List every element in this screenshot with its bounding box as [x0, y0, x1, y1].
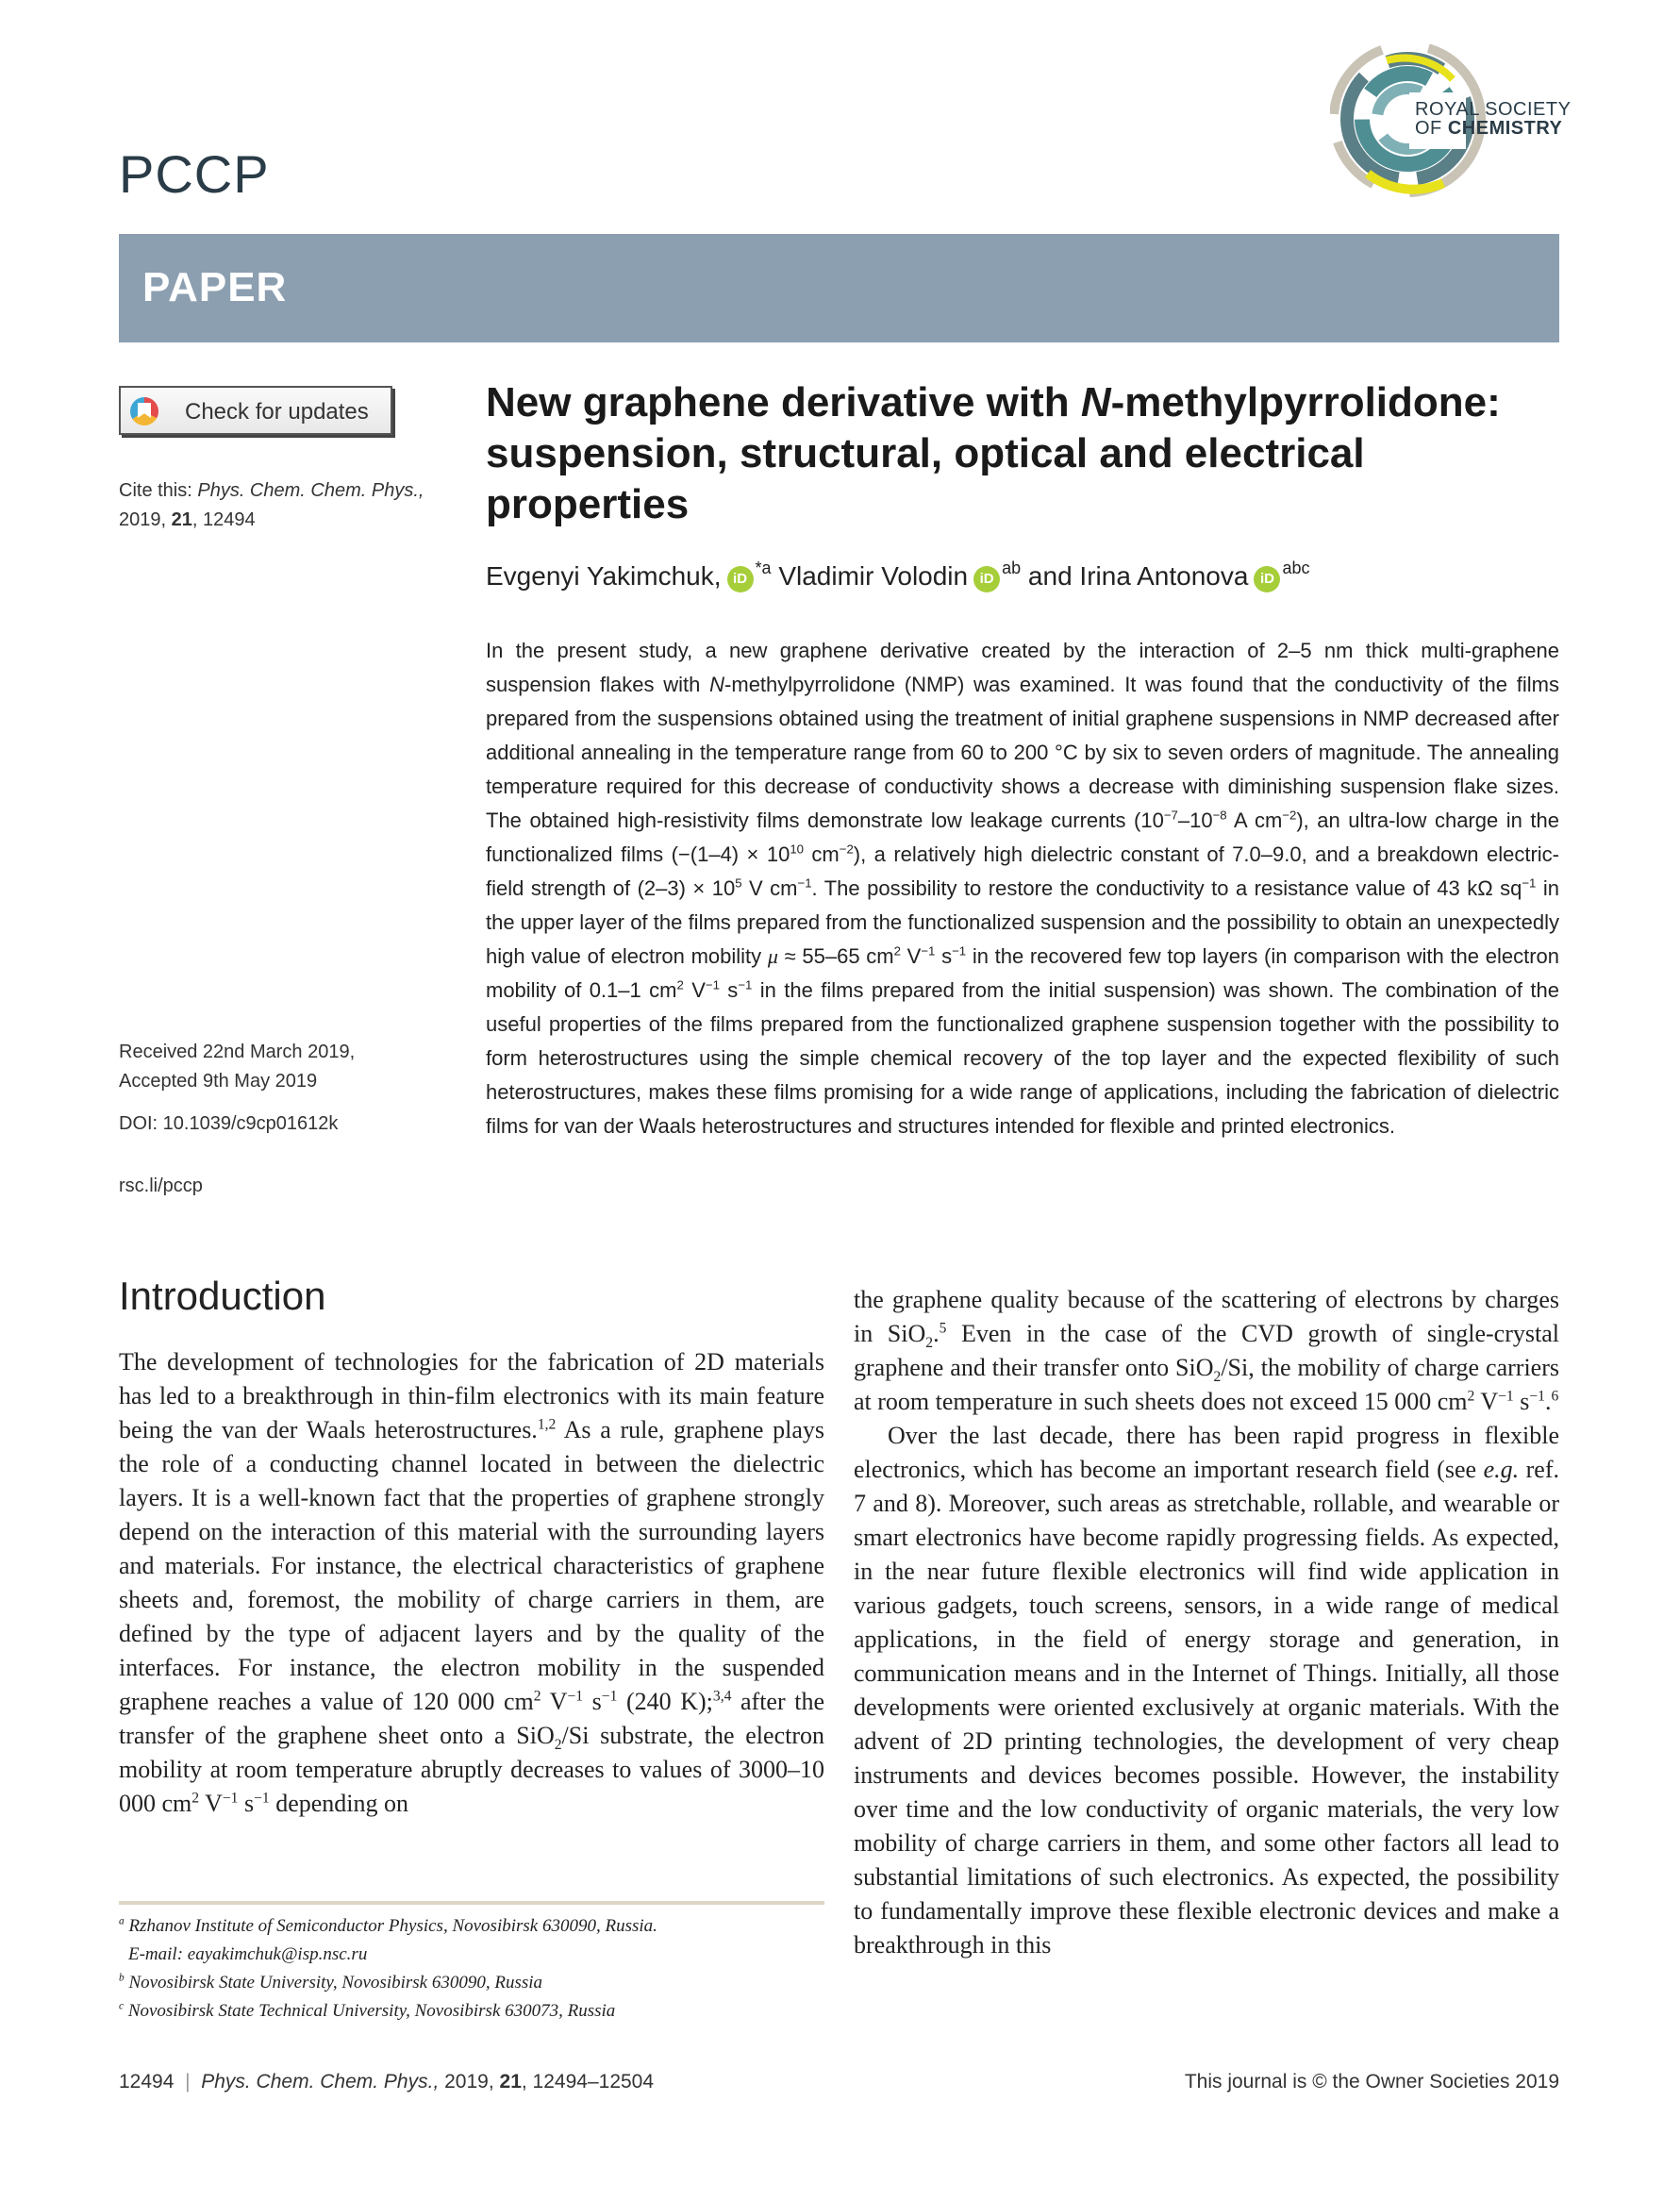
author-affiliation-marker: abc — [1282, 559, 1310, 577]
section-heading-introduction: Introduction — [119, 1274, 326, 1318]
publisher-line-1: ROYAL SOCIETY — [1415, 99, 1572, 120]
journal-name: PCCP — [119, 144, 270, 204]
orcid-icon[interactable]: iD — [727, 566, 754, 592]
author-affiliation-marker: *a — [755, 559, 772, 577]
cite-volume: 21 — [171, 509, 192, 530]
author-affiliation-marker: ab — [1002, 559, 1022, 577]
doi[interactable]: DOI: 10.1039/c9cp01612k — [119, 1113, 339, 1134]
page-footer-right: This journal is © the Owner Societies 2019 — [1184, 2071, 1559, 2093]
footnote-email[interactable]: E-mail: eayakimchuk@isp.nsc.ru — [128, 1944, 368, 1964]
body-column-right — [854, 1283, 1559, 1962]
received-dates — [119, 1038, 355, 1096]
article-type-banner — [119, 234, 1559, 342]
publisher-line-2-bold: CHEMISTRY — [1447, 118, 1563, 139]
reference-link[interactable]: 5 — [939, 1320, 947, 1337]
footnote-item: $^a$ Rzhanov Institute of Semiconductor Physics, Novosibirsk 630090, Russia. — [119, 1915, 657, 1936]
affiliation-footnotes — [119, 1912, 836, 2026]
publisher-name — [1415, 100, 1571, 138]
page-number: 12494 — [119, 2071, 175, 2093]
abstract: In the present study, a new graphene derivative created by the interaction of 2–5 nm thick multi-graphene suspension flakes with N-methylpyrrolidone (NMP) was examined. It was found that the conductivity of the films prepared from the suspensions obtained using the treatment of initial graphene suspensions in NMP decreased after additional annealing in the temperature range from 60 to 200 °C by six to seven orders of magnitude. The annealing temperature required for this decrease of conductivity shows a decrease with diminishing suspension flake sizes. The obtained high-resistivity films demonstrate low leakage currents ($10^{-7}-10^{-8}$ A $cm^{-2}$), an ultra-low charge in the functionalized films ($-(1-4) \times 10^{10}$ $cm^{-2}$), a relatively high dielectric constant of 7.0–9.0, and a breakdown electric-field strength of $(2-3) \times 10^5$ V $cm^{-1}$. The possibility to restore the conductivity to a resistance value of 43 kΩ $sq^{-1}$ in the upper layer of the films prepared from the functionalized suspension and the possibility to obtain an unexpectedly high value of electron mobility μ ≈ 55–65 $cm^2$ $V^{-1}$ $s^{-1}$ in the recovered few top layers (in comparison with the electron mobility of 0.1–1 $cm^2$ $V^{-1}$ $s^{-1}$ in the films prepared from the initial suspension) was shown. The combination of the useful properties of the films prepared from the functionalized graphene suspension together with the possibility to form heterostructures using the simple chemical recovery of the top layer and the expected flexibility of such heterostructures, makes these films promising for a wide range of applications, including the fabrication of dielectric films for van der Waals heterostructures and structures intended for flexible and printed electronics. — [486, 639, 1559, 1138]
article-type-label: PAPER — [142, 264, 288, 310]
body-paragraph: Over the last decade, there has been rapid progress in flexible electronics, which has become an important research field (see e.g. ref. 7 and 8). Moreover, such areas as stretchable, rollable, and wearable or smart electronics have become rapidly progressing fields. As expected, in the near future flexible electronics will find wide application in various gadgets, touch screens, sensors, in a wide range of medical applications, in the field of energy storage and generation, in communication means and in the Internet of Things. Initially, all those developments were oriented exclusively at organic materials. With the advent of 2D printing technologies, the development of very cheap instruments and devices becomes possible. However, the instability over time and the low conductivity of organic materials, the very low mobility of charge carriers in them, and some other factors all lead to substantial limitations of such electronics. As expected, the possibility to fundamentally improve these flexible electronic devices and make a breakthrough in this — [854, 1422, 1559, 1959]
footnote-divider — [119, 1901, 824, 1905]
footnote-item: $^c$ Novosibirsk State Technical University, Novosibirsk 630073, Russia — [119, 2000, 616, 2021]
reference-link[interactable]: 6 — [1551, 1388, 1559, 1405]
crossmark-icon — [130, 397, 158, 425]
orcid-icon[interactable]: iD — [1254, 566, 1280, 592]
footnote-item: $^b$ Novosibirsk State University, Novosibirsk 630090, Russia — [119, 1972, 543, 1993]
body-column-left — [119, 1276, 824, 1821]
received-date: Received 22nd March 2019, — [119, 1042, 356, 1062]
reference-link[interactable]: 3,4 — [712, 1688, 732, 1705]
author-name: Evgenyi Yakimchuk, — [486, 561, 722, 591]
author-list — [486, 559, 1309, 592]
body-paragraph: The development of technologies for the fabrication of 2D materials has led to a breakthrough in thin-film electronics with its main feature being the van der Waals heterostructures.$^{1,2}$ As a rule, graphene plays the role of a conducting channel located in between the dielectric layers. It is a well-known fact that the properties of graphene strongly depend on the interaction of this material with the surrounding layers and materials. For instance, the electrical characteristics of graphene sheets and, foremost, the mobility of charge carriers in them, are defined by the type of adjacent layers and by the quality of the interfaces. For instance, the electron mobility in the suspended graphene reaches a value of 120 000 $cm^2$ $V^{-1}$ $s^{-1}$ (240 K);$^{3,4}$ after the transfer of the graphene sheet onto a SiO$_2$/Si substrate, the electron mobility at room temperature abruptly decreases to values of 3000–10 000 $cm^2$ $V^{-1}$ $s^{-1}$ depending on — [119, 1348, 825, 1817]
orcid-icon[interactable]: iD — [973, 566, 1000, 592]
citation-info — [119, 476, 424, 535]
body-paragraph: the graphene quality because of the scattering of electrons by charges in SiO$_2$.$^5$ Even in the case of the CVD growth of single-crystal graphene and their transfer onto SiO$_2$/Si, the mobility of charge carriers at room temperature in such sheets does not exceed 15 000 $cm^2$ $V^{-1}$ $s^{-1}.^6$ — [854, 1286, 1559, 1415]
cite-journal: Phys. Chem. Chem. Phys., — [197, 480, 424, 501]
cite-year: 2019, — [119, 509, 172, 530]
author-name: Vladimir Volodin — [778, 561, 969, 591]
page-footer-left: 12494 | Phys. Chem. Chem. Phys., 2019, 21, 12494–12504 — [119, 2071, 655, 2093]
cite-prefix: Cite this: — [119, 480, 198, 501]
author-name: and Irina Antonova — [1027, 561, 1249, 591]
accepted-date: Accepted 9th May 2019 — [119, 1071, 318, 1092]
journal-link[interactable]: rsc.li/pccp — [119, 1176, 203, 1196]
publisher-line-2-prefix: OF — [1415, 118, 1448, 139]
article-title: New graphene derivative with N-methylpyrrolidone: suspension, structural, optical and electrical properties — [486, 379, 1501, 527]
check-for-updates-label: Check for updates — [185, 399, 369, 425]
cite-page: , 12494 — [191, 509, 256, 530]
reference-link[interactable]: 1,2 — [537, 1416, 557, 1433]
check-for-updates-button[interactable] — [119, 386, 392, 435]
